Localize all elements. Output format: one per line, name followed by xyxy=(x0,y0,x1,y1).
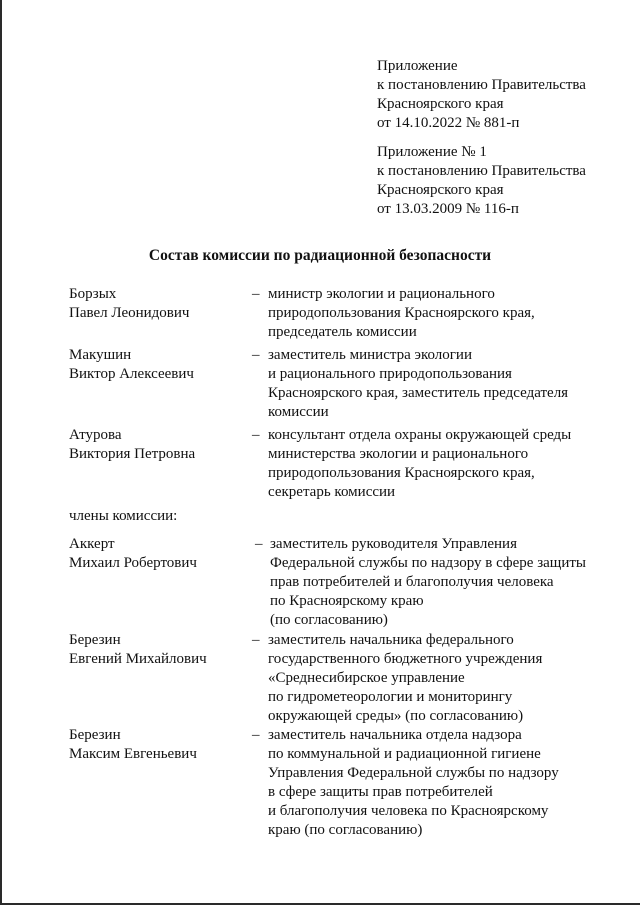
appendix-line: от 13.03.2009 № 116-п xyxy=(377,201,519,217)
member-name xyxy=(69,426,249,464)
role-line: по коммунальной и радиационной гигиене xyxy=(268,746,541,762)
appendix-original-header xyxy=(377,143,586,219)
members-section-label: члены комиссии: xyxy=(69,508,178,524)
role-line: по гидрометеорологии и мониторингу xyxy=(268,689,513,705)
role-line: по Красноярскому краю xyxy=(270,593,424,609)
role-line: министерства экологии и рационального xyxy=(268,446,529,462)
member-surname: Атурова xyxy=(69,427,122,443)
member-role xyxy=(268,726,559,840)
member-given-name: Евгений Михайлович xyxy=(69,651,207,667)
member-surname: Аккерт xyxy=(69,536,115,552)
appendix-line: к постановлению Правительства xyxy=(377,163,586,179)
member-surname: Борзых xyxy=(69,286,117,302)
member-role xyxy=(268,426,571,502)
member-dash: – xyxy=(252,727,260,743)
appendix-line: от 14.10.2022 № 881-п xyxy=(377,115,520,131)
member-role xyxy=(268,346,568,422)
member-given-name: Виктория Петровна xyxy=(69,446,196,462)
role-line: природопользования Красноярского края, xyxy=(268,305,535,321)
member-dash: – xyxy=(252,632,260,648)
role-line: комиссии xyxy=(268,404,329,420)
role-line: (по согласованию) xyxy=(270,612,388,628)
document-title: Состав комиссии по радиационной безопасности xyxy=(148,247,492,264)
appendix-line: к постановлению Правительства xyxy=(377,77,586,93)
appendix-line: Красноярского края xyxy=(377,96,504,112)
member-surname: Березин xyxy=(69,632,121,648)
member-given-name: Виктор Алексеевич xyxy=(69,366,194,382)
member-given-name: Максим Евгеньевич xyxy=(69,746,197,762)
role-line: государственного бюджетного учреждения xyxy=(268,651,543,667)
appendix-current-header xyxy=(377,57,586,133)
role-line: заместитель начальника отдела надзора xyxy=(268,727,522,743)
role-line: окружающей среды» (по согласованию) xyxy=(268,708,524,724)
role-line: Управления Федеральной службы по надзору xyxy=(268,765,559,781)
member-dash: – xyxy=(255,536,263,552)
role-line: «Среднесибирское управление xyxy=(268,670,465,686)
member-role xyxy=(270,535,586,630)
role-line: краю (по согласованию) xyxy=(268,822,423,838)
scan-edge-left xyxy=(0,0,2,905)
member-role xyxy=(268,631,542,726)
role-line: заместитель руководителя Управления xyxy=(270,536,517,552)
appendix-line: Красноярского края xyxy=(377,182,504,198)
role-line: председатель комиссии xyxy=(268,324,417,340)
role-line: и рационального природопользования xyxy=(268,366,512,382)
role-line: консультант отдела охраны окружающей среды xyxy=(268,427,572,443)
member-surname: Березин xyxy=(69,727,121,743)
member-name xyxy=(69,535,249,573)
role-line: заместитель начальника федерального xyxy=(268,632,514,648)
member-surname: Макушин xyxy=(69,347,132,363)
role-line: секретарь комиссии xyxy=(268,484,396,500)
member-role xyxy=(268,285,535,342)
member-dash: – xyxy=(252,347,260,363)
role-line: в сфере защиты прав потребителей xyxy=(268,784,493,800)
role-line: и благополучия человека по Красноярскому xyxy=(268,803,549,819)
member-given-name: Михаил Робертович xyxy=(69,555,197,571)
role-line: Федеральной службы по надзору в сфере защиты xyxy=(270,555,587,571)
member-name xyxy=(69,726,249,764)
role-line: министр экологии и рационального xyxy=(268,286,495,302)
role-line: природопользования Красноярского края, xyxy=(268,465,535,481)
member-dash: – xyxy=(252,427,260,443)
member-name xyxy=(69,285,249,323)
role-line: прав потребителей и благополучия человека xyxy=(270,574,554,590)
member-name xyxy=(69,631,249,669)
role-line: Красноярского края, заместитель председателя xyxy=(268,385,569,401)
member-given-name: Павел Леонидович xyxy=(69,305,190,321)
appendix-line: Приложение xyxy=(377,58,458,74)
appendix-line: Приложение № 1 xyxy=(377,144,487,160)
member-name xyxy=(69,346,249,384)
role-line: заместитель министра экологии xyxy=(268,347,472,363)
member-dash: – xyxy=(252,286,260,302)
